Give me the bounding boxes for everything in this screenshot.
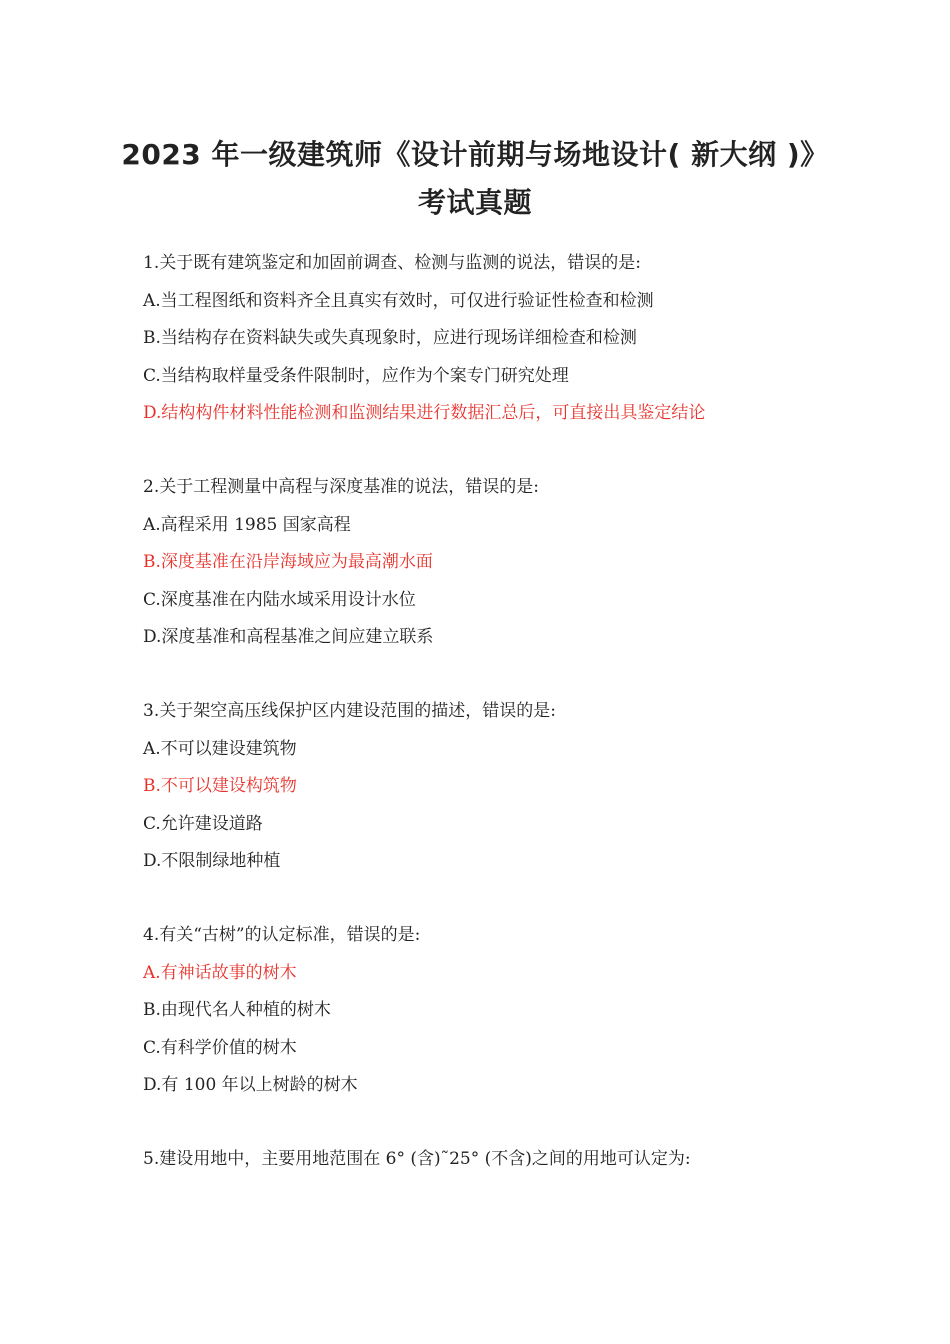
question-2 [143, 469, 843, 657]
question-stem: 1.关于既有建筑鉴定和加固前调查、检测与监测的说法，错误的是: [143, 253, 641, 273]
option-a-correct-answer: A.有神话故事的树木 [143, 962, 297, 983]
option-a: A.高程采用 1985 国家高程 [143, 514, 351, 535]
option-a: A.不可以建设建筑物 [143, 738, 297, 759]
option-c: C.有科学价值的树木 [143, 1037, 297, 1058]
option-d: D.有 100 年以上树龄的树木 [143, 1075, 358, 1095]
option-d: D.不限制绿地种植 [143, 851, 281, 871]
option-b-correct-answer: B.不可以建设构筑物 [143, 776, 297, 796]
question-1 [143, 245, 843, 433]
document-title-line-2: 考试真题 [417, 186, 532, 219]
question-stem: 3.关于架空高压线保护区内建设范围的描述，错误的是: [143, 701, 556, 721]
option-b: B.当结构存在资料缺失或失真现象时，应进行现场详细检查和检测 [143, 328, 637, 348]
option-a: A.当工程图纸和资料齐全且真实有效时，可仅进行验证性检查和检测 [143, 290, 654, 311]
option-b-correct-answer: B.深度基准在沿岸海域应为最高潮水面 [143, 552, 433, 572]
question-stem: 4.有关“古树”的认定标准，错误的是: [143, 925, 421, 945]
option-c: C.当结构取样量受条件限制时，应作为个案专门研究处理 [143, 365, 569, 386]
option-c: C.深度基准在内陆水域采用设计水位 [143, 589, 416, 610]
document-title: 2023 年一级建筑师《设计前期与场地设计( 新大纲 )》 [121, 138, 829, 171]
question-4 [143, 917, 843, 1105]
question-stem: 2.关于工程测量中高程与深度基准的说法，错误的是: [143, 477, 539, 497]
question-stem: 5.建设用地中，主要用地范围在 6° (含)˜25° (不含)之间的用地可认定为: [143, 1149, 691, 1169]
option-d-correct-answer: D.结构构件材料性能检测和监测结果进行数据汇总后，可直接出具鉴定结论 [143, 403, 706, 423]
option-b: B.由现代名人种植的树木 [143, 1000, 331, 1020]
question-5 [143, 1141, 843, 1179]
option-d: D.深度基准和高程基准之间应建立联系 [143, 627, 434, 647]
option-c: C.允许建设道路 [143, 813, 263, 834]
question-3 [143, 693, 843, 881]
